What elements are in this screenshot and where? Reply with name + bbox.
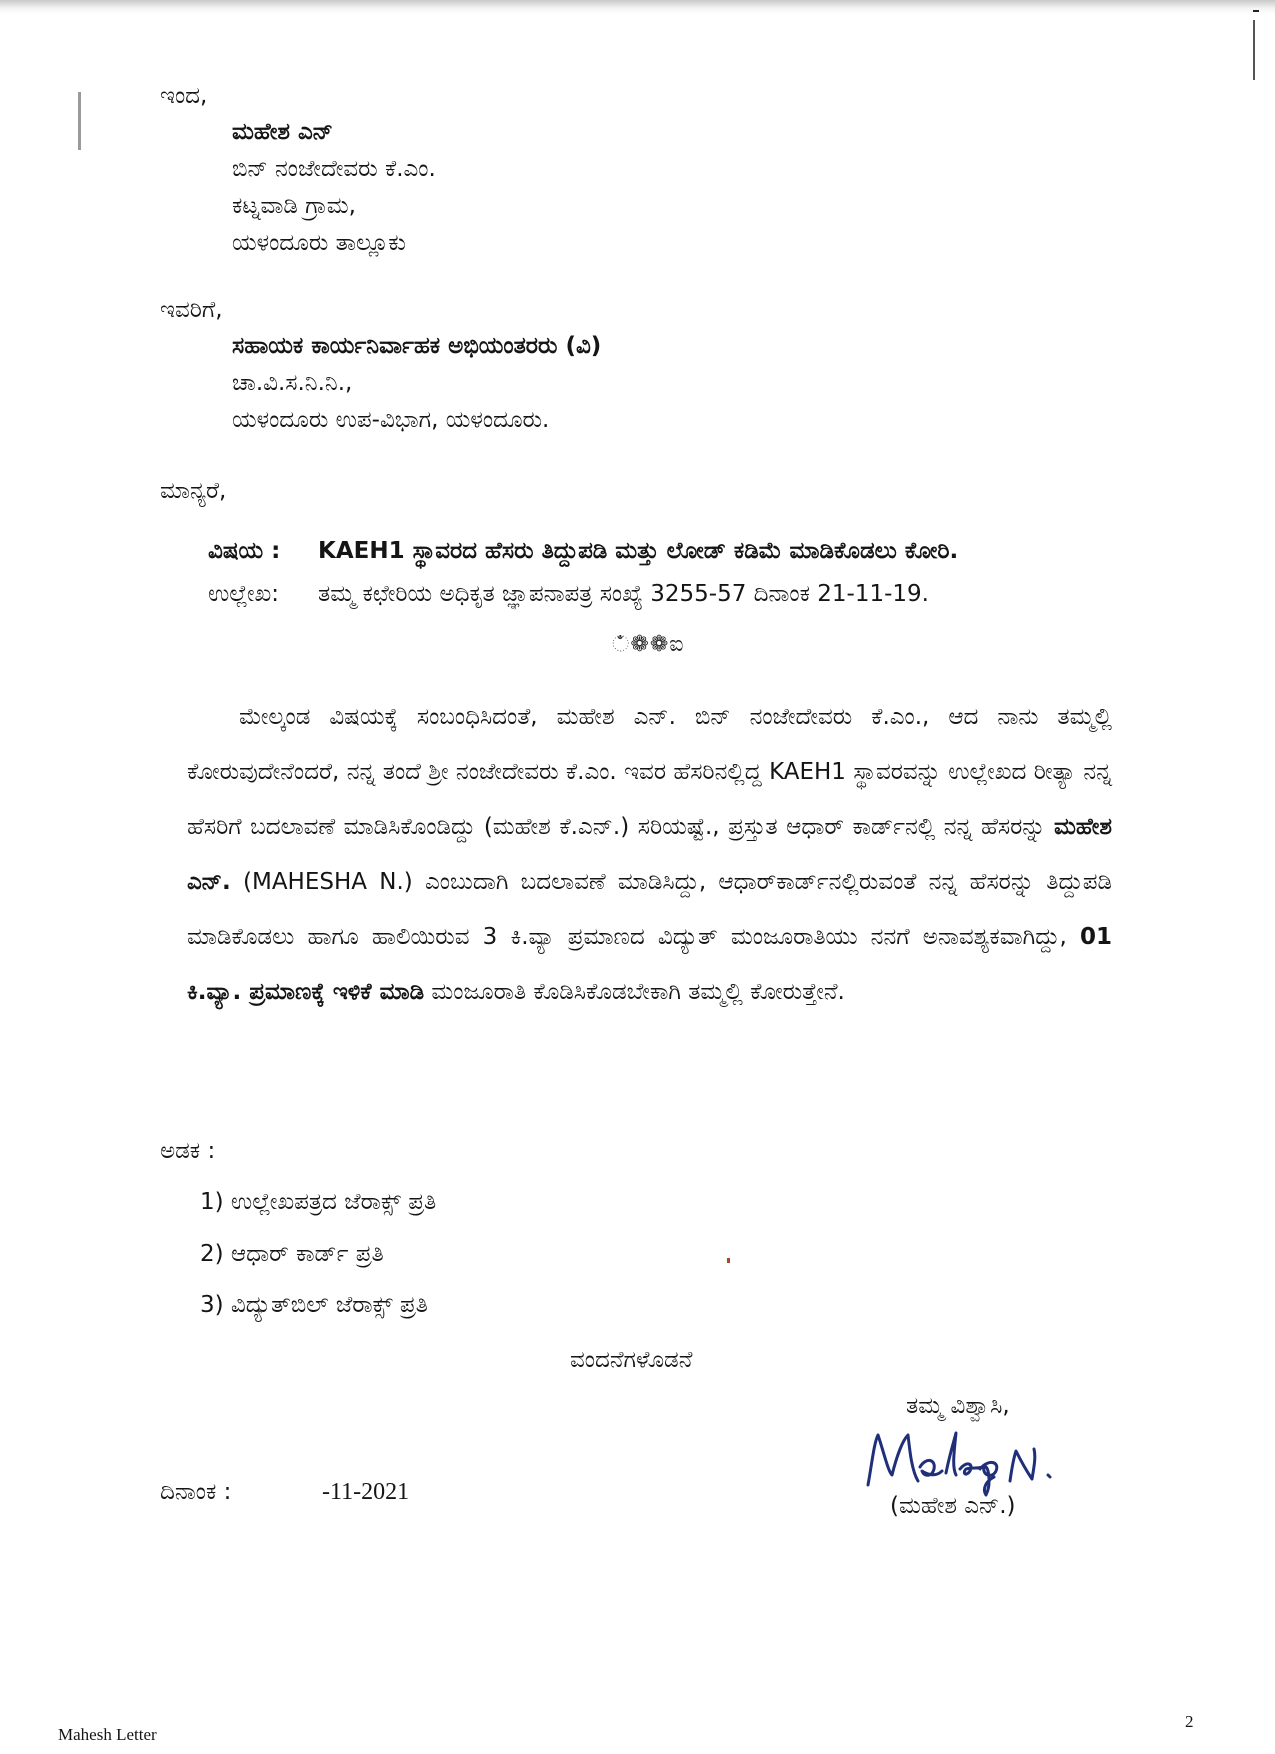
- date-value: -11-2021: [322, 1479, 410, 1505]
- body-text-part3: ಮಂಜೂರಾತಿ ಕೊಡಿಸಿಕೊಡಬೇಕಾಗಿ ತಮ್ಮಲ್ಲಿ ಕೋರುತ್ತೇನೆ.: [424, 979, 845, 1005]
- sender-taluk: ಯಳಂದೂರು ತಾಲ್ಲೂಕು: [232, 230, 406, 256]
- reference-text: ತಮ್ಮ ಕಛೇರಿಯ ಅಧಿಕೃತ ಜ್ಞಾಪನಾಪತ್ರ ಸಂಖ್ಯೆ 3255-57 ದಿನಾಂಕ 21-11-19.: [318, 581, 929, 607]
- recipient-org: ಚಾ.ವಿ.ಸ.ನಿ.ನಿ.,: [232, 370, 353, 396]
- sender-salutation: ಇಂದ,: [160, 83, 208, 109]
- scan-speck: [727, 1258, 730, 1263]
- closing-yours: ತಮ್ಮ ವಿಶ್ವಾಸಿ,: [906, 1393, 1010, 1419]
- scan-corner-mark: [1253, 10, 1259, 12]
- recipient-title: ಸಹಾಯಕ ಕಾರ್ಯನಿರ್ವಾಹಕ ಅಭಿಯಂತರರು (ವಿ): [232, 333, 602, 359]
- footer-label: Mahesh Letter: [58, 1725, 157, 1744]
- recipient-address: ಯಳಂದೂರು ಉಪ-ವಿಭಾಗ, ಯಳಂದೂರು.: [232, 407, 550, 433]
- body-bold-request: 01 ಕಿ.ವ್ಯಾ. ಪ್ರಮಾಣಕ್ಕೆ ಇಳಿಕೆ ಮಾಡಿ: [187, 924, 1112, 1005]
- scan-edge-mark: [78, 92, 81, 150]
- body-bold-name: ಮಹೇಶ ಎನ್.: [187, 814, 1112, 895]
- body-text-part1: ಮೇಲ್ಕಂಡ ವಿಷಯಕ್ಕೆ ಸಂಬಂಧಿಸಿದಂತೆ, ಮಹೇಶ ಎನ್. ಬಿನ್ ನಂಜೇದೇವರು ಕೆ.ಎಂ., ಆದ ನಾನು ತಮ್ಮಲ್ಲಿ ಕೋರುವುದೇನೆಂದರೆ, ನನ್ನ ತಂದೆ ಶ್ರೀ ನಂಜೇದೇವರು ಕೆ.ಎಂ. ಇವರ ಹೆಸರಿನಲ್ಲಿದ್ದ KAEH1 ಸ್ಥಾವರವನ್ನು ಉಲ್ಲೇಖದ ರೀತ್ಯಾ ನನ್ನ ಹೆಸರಿಗೆ ಬದಲಾವಣೆ ಮಾಡಿಸಿಕೊಂಡಿದ್ದು (ಮಹೇಶ ಕೆ.ಎನ್.) ಸರಿಯಷ್ಟೆ., ಪ್ರಸ್ತುತ ಆಧಾರ್ ಕಾರ್ಡ್‌ನಲ್ಲಿ ನನ್ನ ಹೆಸರನ್ನು: [187, 704, 1112, 840]
- scan-top-shadow: [0, 0, 1275, 14]
- enclosure-item: 2) ಆಧಾರ್ ಕಾರ್ಡ್ ಪ್ರತಿ: [200, 1241, 384, 1267]
- closing-thanks: ವಂದನೆಗಳೊಡನೆ: [570, 1347, 693, 1373]
- greeting: ಮಾನ್ಯರೆ,: [160, 478, 227, 504]
- sender-village: ಕಟ್ನವಾಡಿ ಗ್ರಾಮ,: [232, 193, 356, 219]
- body-text-part2: (MAHESHA N.) ಎಂಬುದಾಗಿ ಬದಲಾವಣೆ ಮಾಡಿಸಿದ್ದು, ಆಧಾರ್‌ಕಾರ್ಡ್‌ನಲ್ಲಿರುವಂತೆ ನನ್ನ ಹೆಸರನ್ನು ತಿದ್ದುಪಡಿ ಮಾಡಿಕೊಡಲು ಹಾಗೂ ಹಾಲಿಯಿರುವ 3 ಕಿ.ವ್ಯಾ ಪ್ರಮಾಣದ ವಿದ್ಯುತ್ ಮಂಜೂರಾತಿಯು ನನಗೆ ಅನಾವಶ್ಯಕವಾಗಿದ್ದು,: [187, 869, 1112, 950]
- recipient-salutation: ಇವರಿಗೆ,: [160, 297, 223, 323]
- enclosure-item: 1) ಉಲ್ಲೇಖಪತ್ರದ ಜೆರಾಕ್ಸ್ ಪ್ರತಿ: [200, 1189, 437, 1215]
- scan-right-edge-line: [1253, 20, 1255, 80]
- page-number: 2: [1185, 1712, 1194, 1731]
- enclosure-item: 3) ವಿದ್ಯುತ್‌ಬಿಲ್ ಜೆರಾಕ್ಸ್ ಪ್ರತಿ: [200, 1292, 428, 1318]
- enclosures-label: ಅಡಕ :: [160, 1138, 216, 1164]
- date-label: ದಿನಾಂಕ :: [160, 1479, 232, 1505]
- signatory-name: (ಮಹೇಶ ಎನ್.): [890, 1493, 1016, 1519]
- subject-label: ವಿಷಯ :: [208, 538, 281, 564]
- ornament-divider: ಁ❁❁ಐ: [612, 632, 685, 657]
- body-paragraph: [187, 690, 1112, 1020]
- handwritten-signature: [862, 1423, 1072, 1498]
- sender-name: ಮಹೇಶ ಎನ್: [232, 119, 333, 145]
- sender-relation: ಬಿನ್ ನಂಜೇದೇವರು ಕೆ.ಎಂ.: [232, 156, 436, 182]
- reference-label: ಉಲ್ಲೇಖ:: [208, 581, 279, 607]
- subject-text: KAEH1 ಸ್ಥಾವರದ ಹೆಸರು ತಿದ್ದುಪಡಿ ಮತ್ತು ಲೋಡ್ ಕಡಿಮೆ ಮಾಡಿಕೊಡಲು ಕೋರಿ.: [318, 538, 959, 564]
